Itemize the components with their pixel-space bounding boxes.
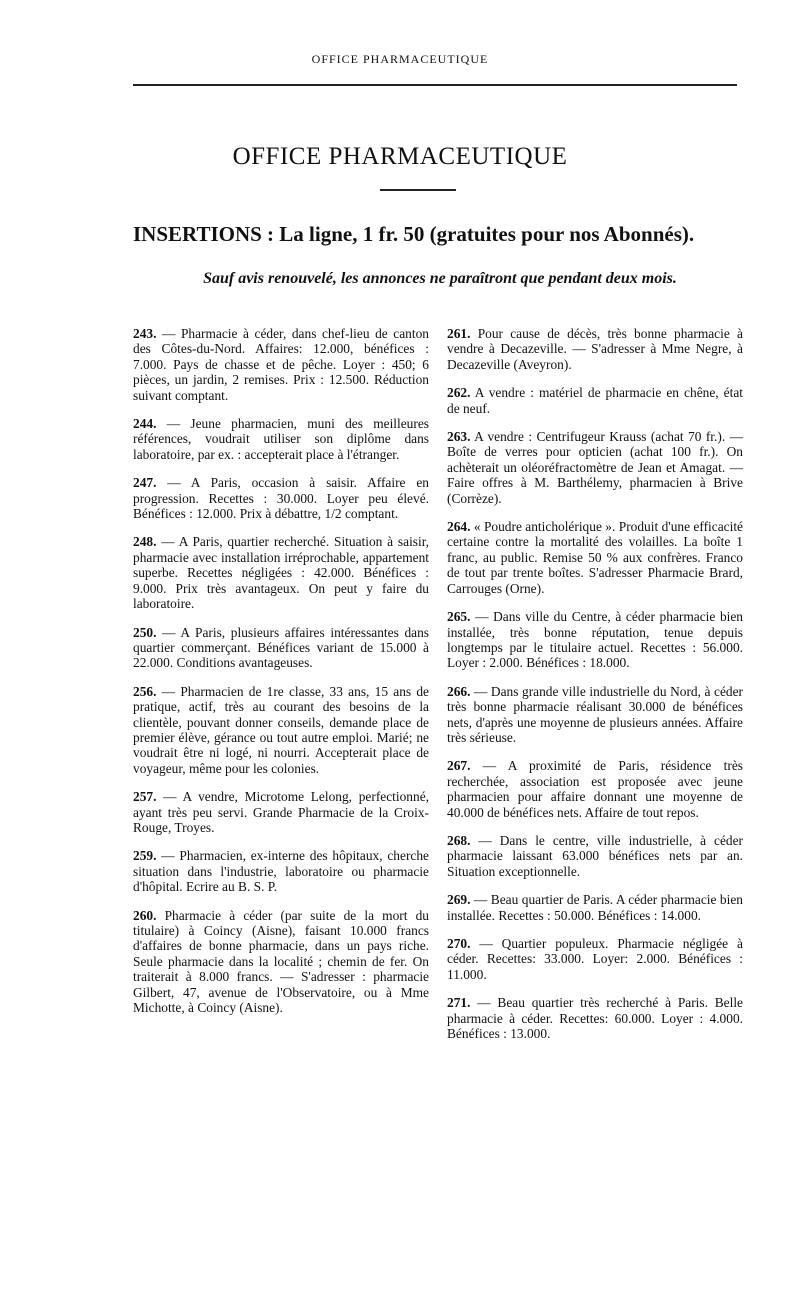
listing-text: — Pharmacie à céder, dans chef-lieu de canton des Côtes-du-Nord. Affaires: 12.000, bénéfices : 7.000. Pays de chasse et de pêche. Loyer : 450; 6 pièces, un jardin, 2 remises. Prix : 12.500. Réduction suivant comptant. xyxy=(133,326,429,403)
listing-261 xyxy=(447,326,743,372)
listing-text: — A vendre, Microtome Lelong, perfectionné, ayant très peu servi. Grande Pharmacie de la Croix-Rouge, Troyes. xyxy=(133,789,429,835)
listing-number: 261. xyxy=(447,326,471,341)
listing-number: 271. xyxy=(447,995,471,1011)
listing-268 xyxy=(447,833,743,879)
listing-number: 269. xyxy=(447,892,471,908)
listing-243 xyxy=(133,326,429,403)
listing-number: 256. xyxy=(133,683,157,699)
listing-text: — Pharmacien de 1re classe, 33 ans, 15 ans de pratique, actif, très au courant des besoins de la clientèle, pouvant donner conseils, demande place de premier élève, gérance ou tout autre emploi. Marié; ne voudrait être ni logé, ni nourri. Accepterait place de voyageur, même pour les colonies. xyxy=(133,683,429,776)
running-head: OFFICE PHARMACEUTIQUE xyxy=(311,52,489,66)
listing-257 xyxy=(133,789,429,835)
listing-text: Pharmacie à céder (par suite de la mort du titulaire) à Coincy (Aisne), faisant 10.000 francs d'affaires de bonne pharmacie, dans un pays riche. Seule pharmacie dans la localité ; chemin de fer. On traiterait à 8.000 francs. — S'adresser : pharmacie Gilbert, 47, avenue de l'Observatoire, ou à Mme Michotte, à Coincy (Aisne). xyxy=(133,907,429,1016)
listing-264 xyxy=(447,519,743,596)
listing-271 xyxy=(447,995,743,1041)
listing-number: 257. xyxy=(133,789,157,805)
listing-263 xyxy=(447,429,743,506)
listing-number: 250. xyxy=(133,624,157,640)
listing-text: — A proximité de Paris, résidence très recherchée, association est proposée avec jeune pharmacien pour affaire donnant une moyenne de 40.000 de bénéfices nets. Affaire de tout repos. xyxy=(447,758,743,820)
listing-259 xyxy=(133,848,429,894)
listing-number: 267. xyxy=(447,758,471,774)
listing-number: 268. xyxy=(447,832,471,848)
left-column xyxy=(133,326,429,1028)
listing-text: — Beau quartier très recherché à Paris. Belle pharmacie à céder. Recettes: 60.000. Loyer : 4.000. Bénéfices : 13.000. xyxy=(447,995,743,1042)
listing-269 xyxy=(447,892,743,923)
listing-number: 262. xyxy=(447,385,471,401)
listing-text: — A Paris, occasion à saisir. Affaire en progression. Recettes : 30.000. Loyer peu élevé. Bénéfices : 12.000. Prix à débattre, 1/2 comptant. xyxy=(133,475,429,522)
listing-number: 247. xyxy=(133,475,157,491)
listing-number: 248. xyxy=(133,534,157,550)
listing-text: — Jeune pharmacien, muni des meilleures références, voudrait utiliser son diplôme dans laboratoire, par ex. : accepterait place à l'étranger. xyxy=(133,416,429,462)
title-rule xyxy=(380,189,456,191)
listing-number: 260. xyxy=(133,907,157,923)
listing-number: 244. xyxy=(133,416,157,432)
listing-text: — Beau quartier de Paris. A céder pharmacie bien installée. Recettes : 50.000. Bénéfices : 14.000. xyxy=(447,892,743,923)
listing-text: — Dans ville du Centre, à céder pharmacie bien installée, très bonne réputation, tenue depuis longtemps par le titulaire actuel. Recettes : 56.000. Loyer : 2.000. Bénéfices : 18.000. xyxy=(447,609,743,671)
listing-256 xyxy=(133,684,429,776)
listing-number: 270. xyxy=(447,936,471,951)
listing-text: — A Paris, quartier recherché. Situation à saisir, pharmacie avec installation irréprochable, appartement superbe. Recettes négligées : 42.000. Bénéfices : 9.000. Prix très avantageux. On peut y faire du laboratoire. xyxy=(133,534,429,612)
listing-text: — A Paris, plusieurs affaires intéressantes dans quartier commerçant. Bénéfices variant de 15.000 à 22.000. Conditions avantageuses. xyxy=(133,624,429,671)
right-column xyxy=(447,326,743,1054)
notice-text: Sauf avis renouvelé, les annonces ne paraîtront que pendant deux mois. xyxy=(203,270,677,287)
listing-text: — Pharmacien, ex-interne des hôpitaux, cherche situation dans l'industrie, laboratoire ou pharmacie d'hôpital. Ecrire au B. S. P. xyxy=(133,848,429,895)
listing-262 xyxy=(447,385,743,416)
listing-267 xyxy=(447,758,743,820)
listing-number: 263. xyxy=(447,429,471,445)
listing-number: 264. xyxy=(447,519,471,535)
listing-number: 243. xyxy=(133,326,157,341)
listing-265 xyxy=(447,609,743,671)
listing-text: — Dans le centre, ville industrielle, à céder pharmacie laissant 63.000 bénéfices nets par an. Situation exceptionnelle. xyxy=(447,832,743,879)
listing-270 xyxy=(447,936,743,982)
listing-text: « Poudre anticholérique ». Produit d'une efficacité certaine contre la mortalité des volailles. La boîte 1 franc, au public. Remise 50 % aux confrères. Franco de tout par trente boîtes. S'adresser Pharmacie Brard, Carrouges (Orne). xyxy=(447,519,743,596)
insertions-rate: INSERTIONS : La ligne, 1 fr. 50 (gratuites pour nos Abonnés). xyxy=(133,222,695,246)
header-rule xyxy=(133,84,737,86)
listing-260 xyxy=(133,908,429,1016)
listing-text: — Quartier populeux. Pharmacie négligée à céder. Recettes: 33.000. Loyer: 2.000. Bénéfices : 11.000. xyxy=(447,936,743,982)
listing-number: 266. xyxy=(447,683,471,699)
page-title: OFFICE PHARMACEUTIQUE xyxy=(232,143,568,170)
listing-244 xyxy=(133,416,429,462)
listing-text: A vendre : Centrifugeur Krauss (achat 70 fr.). — Boîte de verres pour opticien (achat 100 fr.). On achèterait un oléoréfractomètre de Jean et Amagat. — Faire offres à M. Barthélemy, pharmacien à Brive (Corrèze). xyxy=(447,429,743,506)
listing-250 xyxy=(133,625,429,671)
listing-text: Pour cause de décès, très bonne pharmacie à vendre à Decazeville. — S'adresser à Mme Negre, à Decazeville (Aveyron). xyxy=(447,326,743,372)
listing-text: A vendre : matériel de pharmacie en chêne, état de neuf. xyxy=(447,385,743,416)
listing-266 xyxy=(447,684,743,746)
listing-number: 265. xyxy=(447,609,471,625)
listing-number: 259. xyxy=(133,848,157,864)
listing-247 xyxy=(133,475,429,521)
listing-248 xyxy=(133,534,429,611)
listing-text: — Dans grande ville industrielle du Nord, à céder très bonne pharmacie réalisant 30.000 de bénéfices nets, d'après une moyenne de plusieurs années. Affaire très sérieuse. xyxy=(447,683,743,745)
